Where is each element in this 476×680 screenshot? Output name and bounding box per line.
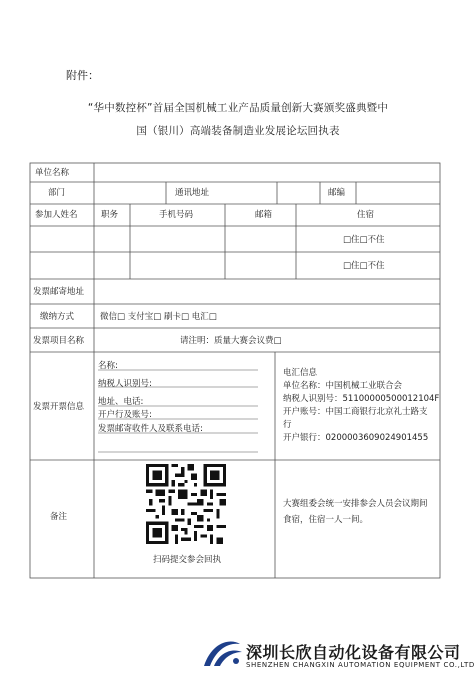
lodging-option-2[interactable]: □住□不住 — [343, 261, 385, 271]
form-title-line2: 国（银川）高端装备制造业发展论坛回执表 — [136, 125, 340, 137]
invoice-field-recipient[interactable]: 发票邮寄收件人及联系电话: — [98, 424, 203, 434]
qr-code-icon[interactable] — [146, 464, 226, 544]
label-unit-name: 单位名称 — [35, 168, 70, 178]
remittance-line: 行 — [283, 420, 292, 430]
label-position: 职务 — [101, 210, 119, 220]
form-title-line1: “华中数控杯”首届全国机械工业产品质量创新大赛颁奖盛典暨中 — [87, 102, 389, 114]
invoice-field-tax-id[interactable]: 纳税人识别号: — [98, 379, 152, 389]
label-invoice-mail-address: 发票邮寄地址 — [33, 287, 85, 297]
remarks-text-line1: 大赛组委会统一安排参会人员会议期间 — [283, 499, 428, 509]
company-name-en: SHENZHEN CHANGXIN AUTOMATION EQUIPMENT CO.,LTD — [246, 661, 475, 669]
label-invoice-item: 发票项目名称 — [33, 336, 85, 346]
remarks-text-line2: 食宿，住宿一人一间。 — [283, 515, 369, 525]
label-remarks: 备注 — [50, 512, 68, 522]
remittance-title: 电汇信息 — [283, 368, 318, 378]
invoice-field-address-phone[interactable]: 地址、电话: — [98, 397, 144, 407]
label-address: 通讯地址 — [175, 188, 210, 198]
remittance-line: 开户账号：中国工商银行北京礼士路支 — [283, 407, 428, 417]
changxin-logo-icon — [200, 636, 244, 670]
label-invoice-info: 发票开票信息 — [33, 402, 85, 412]
company-name-cn: 深圳长欣自动化设备有限公司 — [246, 643, 461, 662]
attachment-label: 附件： — [66, 69, 99, 82]
remittance-line: 纳税人识别号：51100000500012104F — [283, 394, 440, 404]
remittance-line: 单位名称：中国机械工业联合会 — [283, 381, 403, 391]
remittance-line: 开户银行：0200003609024901455 — [283, 433, 429, 443]
label-lodging: 住宿 — [357, 210, 375, 220]
label-email: 邮箱 — [255, 210, 273, 220]
invoice-field-name[interactable]: 名称: — [98, 361, 118, 371]
label-postcode: 邮编 — [328, 188, 346, 198]
label-phone: 手机号码 — [159, 210, 194, 220]
qr-caption: 扫码提交参会回执 — [153, 555, 222, 565]
lodging-option-1[interactable]: □住□不住 — [343, 235, 385, 245]
label-payment-method: 缴纳方式 — [40, 312, 75, 322]
invoice-field-bank-account[interactable]: 开户行及账号: — [98, 410, 152, 420]
label-department: 部门 — [48, 188, 66, 198]
payment-options[interactable]: 微信□ 支付宝□ 刷卡□ 电汇□ — [100, 312, 217, 322]
label-attendee-name: 参加人姓名 — [35, 210, 78, 220]
invoice-item-note[interactable]: 请注明：质量大赛会议费□ — [180, 336, 282, 346]
